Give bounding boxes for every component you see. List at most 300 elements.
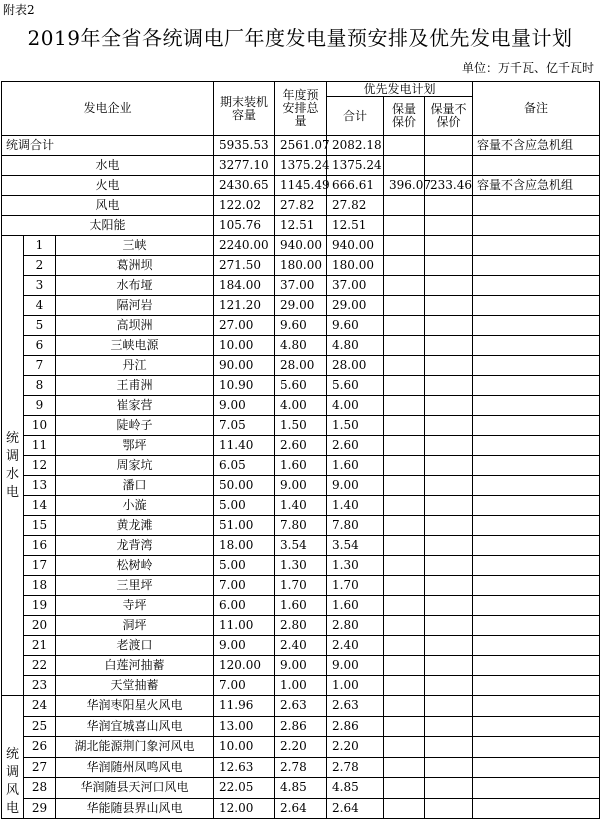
total-cell: 666.61 (327, 176, 384, 196)
capacity-cell: 122.02 (214, 196, 275, 216)
plant-row (2, 798, 600, 819)
plan-table (1, 81, 600, 819)
guaranteed-cell (384, 616, 425, 636)
remark-cell (473, 356, 600, 376)
category-name: 统调合计 (2, 136, 214, 156)
plant-name: 陡岭子 (56, 416, 214, 436)
nonguaranteed-cell (425, 156, 473, 176)
capacity-cell: 10.90 (214, 376, 275, 396)
total-cell: 5.60 (327, 376, 384, 396)
guaranteed-cell (384, 778, 425, 799)
guaranteed-cell (384, 576, 425, 596)
nonguaranteed-cell (425, 616, 473, 636)
total-cell: 2082.18 (327, 136, 384, 156)
plant-row (2, 376, 600, 396)
row-number: 7 (24, 356, 56, 376)
guaranteed-cell (384, 798, 425, 819)
remark-cell (473, 636, 600, 656)
guaranteed-cell (384, 716, 425, 737)
nonguaranteed-header: 保量不保价 (425, 97, 473, 136)
plant-name: 小漩 (56, 496, 214, 516)
remark-cell (473, 336, 600, 356)
remark-cell (473, 456, 600, 476)
plant-name: 鄂坪 (56, 436, 214, 456)
guaranteed-cell (384, 456, 425, 476)
remark-cell (473, 737, 600, 758)
plant-name: 王甫洲 (56, 376, 214, 396)
nonguaranteed-cell (425, 696, 473, 717)
row-number: 28 (24, 778, 56, 799)
summary-row (2, 216, 600, 236)
remark-cell (473, 616, 600, 636)
summary-row (2, 196, 600, 216)
summary-row (2, 156, 600, 176)
guaranteed-cell: 396.07 (384, 176, 425, 196)
annual-cell: 37.00 (275, 276, 327, 296)
nonguaranteed-cell (425, 456, 473, 476)
row-number: 18 (24, 576, 56, 596)
guaranteed-cell (384, 336, 425, 356)
remark-cell (473, 556, 600, 576)
capacity-cell: 105.76 (214, 216, 275, 236)
nonguaranteed-cell (425, 556, 473, 576)
total-cell: 2.86 (327, 716, 384, 737)
remark-cell (473, 316, 600, 336)
plant-name: 华润随县天河口风电 (56, 778, 214, 799)
annual-cell: 5.60 (275, 376, 327, 396)
row-number: 21 (24, 636, 56, 656)
guaranteed-cell (384, 676, 425, 696)
nonguaranteed-cell (425, 296, 473, 316)
annual-cell: 7.80 (275, 516, 327, 536)
annual-cell: 1.30 (275, 556, 327, 576)
row-number: 3 (24, 276, 56, 296)
guaranteed-cell (384, 276, 425, 296)
plant-row (2, 536, 600, 556)
plant-row (2, 737, 600, 758)
capacity-cell: 5935.53 (214, 136, 275, 156)
remark-cell (473, 676, 600, 696)
annual-cell: 9.00 (275, 476, 327, 496)
nonguaranteed-cell (425, 676, 473, 696)
guaranteed-cell (384, 476, 425, 496)
attachment-label: 附表2 (3, 3, 35, 17)
plant-row (2, 778, 600, 799)
plant-name: 华能随县界山风电 (56, 798, 214, 819)
row-number: 26 (24, 737, 56, 758)
plant-name: 葛洲坝 (56, 256, 214, 276)
plant-name: 洞坪 (56, 616, 214, 636)
total-cell: 27.82 (327, 196, 384, 216)
total-cell: 2.40 (327, 636, 384, 656)
capacity-cell: 10.00 (214, 336, 275, 356)
plant-name: 隔河岩 (56, 296, 214, 316)
plant-row (2, 236, 600, 256)
capacity-cell: 184.00 (214, 276, 275, 296)
total-header: 合计 (327, 97, 384, 136)
nonguaranteed-cell (425, 396, 473, 416)
annual-cell: 12.51 (275, 216, 327, 236)
plant-row (2, 616, 600, 636)
nonguaranteed-cell (425, 436, 473, 456)
plant-name: 三峡 (56, 236, 214, 256)
category-name: 太阳能 (2, 216, 214, 236)
row-number: 24 (24, 696, 56, 717)
plant-name: 老渡口 (56, 636, 214, 656)
annual-cell: 940.00 (275, 236, 327, 256)
plant-row (2, 676, 600, 696)
annual-cell: 180.00 (275, 256, 327, 276)
plant-name: 松树岭 (56, 556, 214, 576)
remark-cell (473, 276, 600, 296)
summary-row (2, 136, 600, 156)
annual-cell: 1.70 (275, 576, 327, 596)
annual-cell: 2.40 (275, 636, 327, 656)
capacity-cell: 11.96 (214, 696, 275, 717)
plant-row (2, 476, 600, 496)
plant-row (2, 556, 600, 576)
annual-header: 年度预安排总量 (275, 82, 327, 136)
guaranteed-cell (384, 396, 425, 416)
total-cell: 1.70 (327, 576, 384, 596)
plant-name: 黄龙滩 (56, 516, 214, 536)
nonguaranteed-cell (425, 196, 473, 216)
row-number: 19 (24, 596, 56, 616)
nonguaranteed-cell (425, 276, 473, 296)
priority-plan-header: 优先发电计划 (327, 82, 473, 97)
plant-name: 天堂抽蓄 (56, 676, 214, 696)
annual-cell: 27.82 (275, 196, 327, 216)
capacity-cell: 2430.65 (214, 176, 275, 196)
capacity-cell: 5.00 (214, 556, 275, 576)
capacity-cell: 6.05 (214, 456, 275, 476)
total-cell: 1.40 (327, 496, 384, 516)
remark-header: 备注 (473, 82, 600, 136)
row-number: 29 (24, 798, 56, 819)
plant-row (2, 296, 600, 316)
plant-name: 华润枣阳星火风电 (56, 696, 214, 717)
nonguaranteed-cell (425, 236, 473, 256)
guaranteed-cell (384, 356, 425, 376)
row-number: 15 (24, 516, 56, 536)
wind-group-label: 统 调 风 电 (2, 696, 24, 819)
capacity-cell: 121.20 (214, 296, 275, 316)
guaranteed-cell (384, 656, 425, 676)
nonguaranteed-cell (425, 256, 473, 276)
remark-cell (473, 196, 600, 216)
annual-cell: 2.60 (275, 436, 327, 456)
remark-cell (473, 757, 600, 778)
remark-cell (473, 476, 600, 496)
row-number: 11 (24, 436, 56, 456)
row-number: 4 (24, 296, 56, 316)
nonguaranteed-cell (425, 636, 473, 656)
plant-name: 三峡电源 (56, 336, 214, 356)
category-name: 水电 (2, 156, 214, 176)
capacity-cell: 10.00 (214, 737, 275, 758)
guaranteed-cell (384, 696, 425, 717)
total-cell: 2.60 (327, 436, 384, 456)
plant-name: 三里坪 (56, 576, 214, 596)
row-number: 22 (24, 656, 56, 676)
row-number: 16 (24, 536, 56, 556)
annual-cell: 9.60 (275, 316, 327, 336)
guaranteed-cell (384, 216, 425, 236)
capacity-cell: 12.00 (214, 798, 275, 819)
guaranteed-cell (384, 436, 425, 456)
row-number: 17 (24, 556, 56, 576)
annual-cell: 1.00 (275, 676, 327, 696)
capacity-cell: 9.00 (214, 636, 275, 656)
annual-cell: 9.00 (275, 656, 327, 676)
category-name: 火电 (2, 176, 214, 196)
annual-cell: 4.85 (275, 778, 327, 799)
plant-name: 龙背湾 (56, 536, 214, 556)
total-cell: 37.00 (327, 276, 384, 296)
guaranteed-cell (384, 416, 425, 436)
annual-cell: 2.80 (275, 616, 327, 636)
nonguaranteed-cell (425, 316, 473, 336)
nonguaranteed-cell (425, 536, 473, 556)
remark-cell (473, 216, 600, 236)
guaranteed-cell (384, 236, 425, 256)
guaranteed-cell (384, 636, 425, 656)
total-cell: 2.64 (327, 798, 384, 819)
capacity-cell: 271.50 (214, 256, 275, 276)
capacity-cell: 50.00 (214, 476, 275, 496)
total-cell: 1.00 (327, 676, 384, 696)
nonguaranteed-cell (425, 136, 473, 156)
summary-row (2, 176, 600, 196)
plant-name: 高坝洲 (56, 316, 214, 336)
remark-cell (473, 656, 600, 676)
header-row (2, 82, 600, 97)
capacity-cell: 7.00 (214, 676, 275, 696)
plant-row (2, 316, 600, 336)
capacity-cell: 3277.10 (214, 156, 275, 176)
remark-cell (473, 156, 600, 176)
plant-row (2, 716, 600, 737)
total-cell: 4.80 (327, 336, 384, 356)
annual-cell: 2.63 (275, 696, 327, 717)
capacity-header: 期末装机容量 (214, 82, 275, 136)
row-number: 27 (24, 757, 56, 778)
total-cell: 2.20 (327, 737, 384, 758)
total-cell: 2.78 (327, 757, 384, 778)
nonguaranteed-cell (425, 216, 473, 236)
remark-cell (473, 778, 600, 799)
annual-cell: 3.54 (275, 536, 327, 556)
total-cell: 12.51 (327, 216, 384, 236)
remark-cell (473, 376, 600, 396)
guaranteed-cell (384, 376, 425, 396)
nonguaranteed-cell (425, 576, 473, 596)
total-cell: 9.00 (327, 476, 384, 496)
row-number: 20 (24, 616, 56, 636)
capacity-cell: 7.00 (214, 576, 275, 596)
total-cell: 940.00 (327, 236, 384, 256)
annual-cell: 1.60 (275, 596, 327, 616)
guaranteed-cell (384, 156, 425, 176)
plant-name: 崔家营 (56, 396, 214, 416)
total-cell: 3.54 (327, 536, 384, 556)
capacity-cell: 51.00 (214, 516, 275, 536)
capacity-cell: 90.00 (214, 356, 275, 376)
total-cell: 9.60 (327, 316, 384, 336)
plant-row (2, 396, 600, 416)
capacity-cell: 13.00 (214, 716, 275, 737)
capacity-cell: 18.00 (214, 536, 275, 556)
row-number: 23 (24, 676, 56, 696)
annual-cell: 1145.49 (275, 176, 327, 196)
plant-row (2, 656, 600, 676)
plant-name: 周家坑 (56, 456, 214, 476)
total-cell: 1.50 (327, 416, 384, 436)
guaranteed-cell (384, 556, 425, 576)
nonguaranteed-cell (425, 778, 473, 799)
plant-name: 华润宜城喜山风电 (56, 716, 214, 737)
total-cell: 28.00 (327, 356, 384, 376)
guaranteed-cell (384, 196, 425, 216)
unit-note: 单位：万千瓦、亿千瓦时 (461, 61, 594, 75)
total-cell: 4.00 (327, 396, 384, 416)
plant-row (2, 596, 600, 616)
nonguaranteed-cell (425, 716, 473, 737)
annual-cell: 2.64 (275, 798, 327, 819)
plant-name: 水布垭 (56, 276, 214, 296)
plant-row (2, 416, 600, 436)
annual-cell: 2.20 (275, 737, 327, 758)
remark-cell (473, 696, 600, 717)
annual-cell: 2.78 (275, 757, 327, 778)
company-header: 发电企业 (2, 82, 214, 136)
total-cell: 2.63 (327, 696, 384, 717)
row-number: 5 (24, 316, 56, 336)
plant-row (2, 696, 600, 717)
plant-row (2, 456, 600, 476)
category-name: 风电 (2, 196, 214, 216)
guaranteed-cell (384, 136, 425, 156)
row-number: 6 (24, 336, 56, 356)
guaranteed-cell (384, 516, 425, 536)
remark-cell (473, 576, 600, 596)
capacity-cell: 12.63 (214, 757, 275, 778)
total-cell: 4.85 (327, 778, 384, 799)
nonguaranteed-cell (425, 798, 473, 819)
plant-row (2, 336, 600, 356)
capacity-cell: 27.00 (214, 316, 275, 336)
total-cell: 2.80 (327, 616, 384, 636)
annual-cell: 1.40 (275, 496, 327, 516)
plant-name: 寺坪 (56, 596, 214, 616)
nonguaranteed-cell (425, 476, 473, 496)
annual-cell: 29.00 (275, 296, 327, 316)
plant-row (2, 436, 600, 456)
remark-cell (473, 296, 600, 316)
guaranteed-header: 保量保价 (384, 97, 425, 136)
guaranteed-cell (384, 496, 425, 516)
row-number: 13 (24, 476, 56, 496)
row-number: 12 (24, 456, 56, 476)
total-cell: 9.00 (327, 656, 384, 676)
nonguaranteed-cell (425, 656, 473, 676)
row-number: 25 (24, 716, 56, 737)
hydro-group-label: 统 调 水 电 (2, 236, 24, 696)
capacity-cell: 9.00 (214, 396, 275, 416)
plant-row (2, 516, 600, 536)
plant-name: 白莲河抽蓄 (56, 656, 214, 676)
capacity-cell: 120.00 (214, 656, 275, 676)
total-cell: 1375.24 (327, 156, 384, 176)
remark-cell (473, 256, 600, 276)
row-number: 2 (24, 256, 56, 276)
nonguaranteed-cell (425, 757, 473, 778)
plant-row (2, 356, 600, 376)
nonguaranteed-cell (425, 516, 473, 536)
nonguaranteed-cell (425, 596, 473, 616)
total-cell: 1.60 (327, 456, 384, 476)
remark-cell (473, 496, 600, 516)
remark-cell: 容量不含应急机组 (473, 176, 600, 196)
annual-cell: 1.60 (275, 456, 327, 476)
nonguaranteed-cell: 233.46 (425, 176, 473, 196)
row-number: 10 (24, 416, 56, 436)
plant-name: 华润随州凤鸣风电 (56, 757, 214, 778)
remark-cell: 容量不含应急机组 (473, 136, 600, 156)
plant-row (2, 256, 600, 276)
guaranteed-cell (384, 596, 425, 616)
remark-cell (473, 596, 600, 616)
guaranteed-cell (384, 316, 425, 336)
annual-cell: 2561.07 (275, 136, 327, 156)
plant-row (2, 576, 600, 596)
annual-cell: 4.80 (275, 336, 327, 356)
guaranteed-cell (384, 296, 425, 316)
capacity-cell: 5.00 (214, 496, 275, 516)
remark-cell (473, 716, 600, 737)
guaranteed-cell (384, 536, 425, 556)
remark-cell (473, 536, 600, 556)
total-cell: 1.60 (327, 596, 384, 616)
remark-cell (473, 396, 600, 416)
total-cell: 29.00 (327, 296, 384, 316)
plant-row (2, 757, 600, 778)
row-number: 1 (24, 236, 56, 256)
guaranteed-cell (384, 737, 425, 758)
nonguaranteed-cell (425, 737, 473, 758)
row-number: 14 (24, 496, 56, 516)
capacity-cell: 6.00 (214, 596, 275, 616)
remark-cell (473, 436, 600, 456)
plant-name: 湖北能源荆门象河风电 (56, 737, 214, 758)
remark-cell (473, 236, 600, 256)
remark-cell (473, 798, 600, 819)
nonguaranteed-cell (425, 416, 473, 436)
annual-cell: 2.86 (275, 716, 327, 737)
plant-name: 丹江 (56, 356, 214, 376)
annual-cell: 1.50 (275, 416, 327, 436)
nonguaranteed-cell (425, 336, 473, 356)
capacity-cell: 22.05 (214, 778, 275, 799)
annual-cell: 28.00 (275, 356, 327, 376)
nonguaranteed-cell (425, 356, 473, 376)
total-cell: 180.00 (327, 256, 384, 276)
capacity-cell: 7.05 (214, 416, 275, 436)
guaranteed-cell (384, 256, 425, 276)
plant-row (2, 496, 600, 516)
nonguaranteed-cell (425, 496, 473, 516)
nonguaranteed-cell (425, 376, 473, 396)
